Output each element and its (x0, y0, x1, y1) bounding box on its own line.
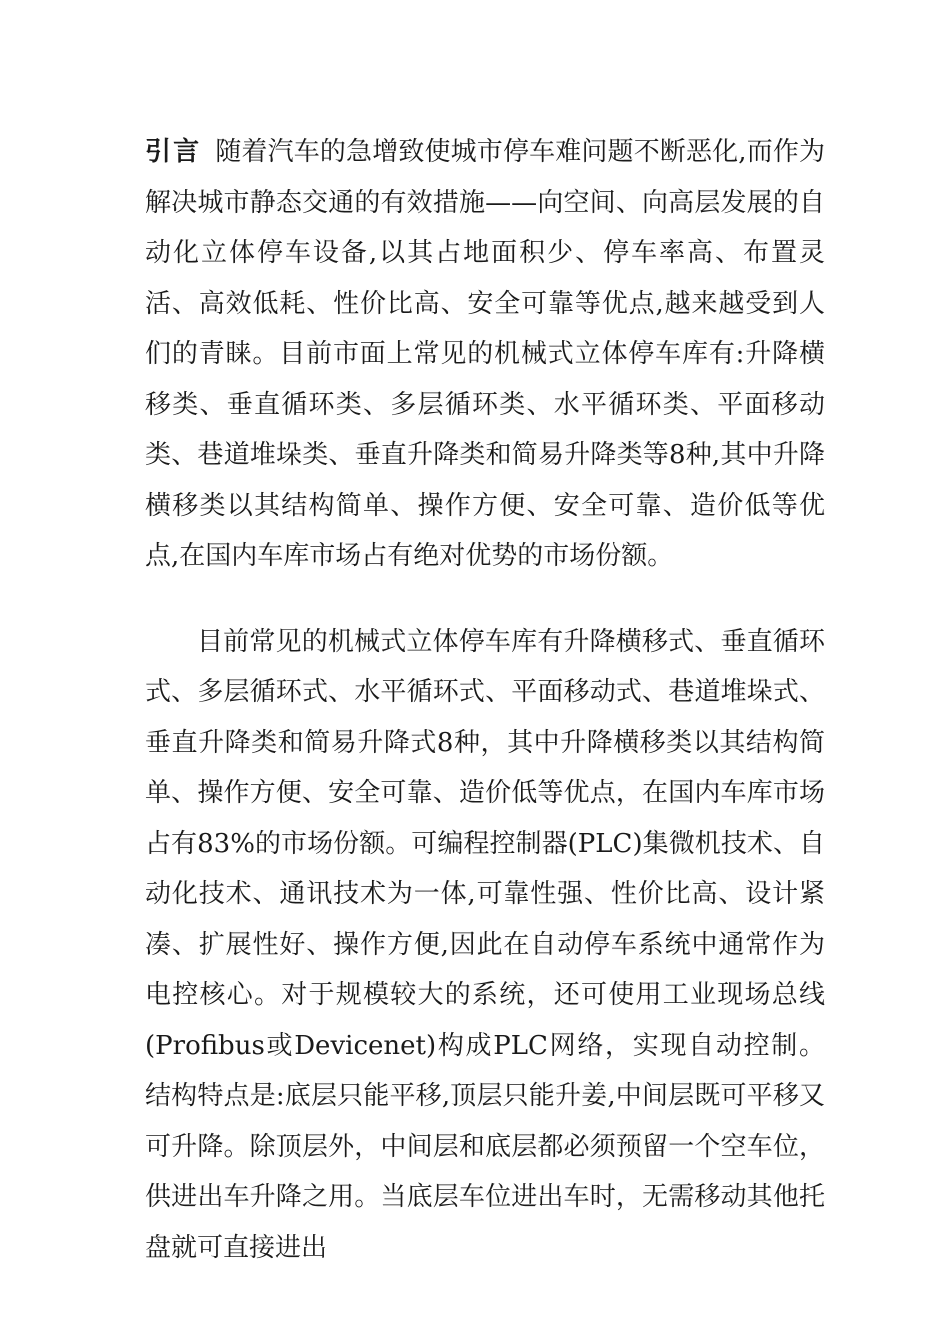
intro-paragraph (145, 127, 825, 582)
document-page (145, 127, 825, 1273)
intro-heading: 引言 (145, 137, 202, 167)
intro-text: 随着汽车的急增致使城市停车难问题不断恶化,而作为解决城市静态交通的有效措施——向空间、向高层发展的自动化立体停车设备,以其占地面积少、停车率高、布置灵活、高效低耗、性价比高、安全可靠等优点,越来越受到人们的青睐。目前市面上常见的机械式立体停车库有:升降横移类、垂直循环类、多层循环类、水平循环类、平面移动类、巷道堆垛类、垂直升降类和简易升降类等8种,其中升降横移类以其结构简单、操作方便、安全可靠、造价低等优点,在国内车库市场占有绝对优势的市场份额。 (145, 137, 825, 571)
body-text: 目前常见的机械式立体停车库有升降横移式、垂直循环式、多层循环式、水平循环式、平面移动式、巷道堆垛式、垂直升降类和简易升降式8种，其中升降横移类以其结构简单、操作方便、安全可靠、造价低等优点，在国内车库市场占有83%的市场份额。可编程控制器(PLC)集微机技术、自动化技术、通讯技术为一体,可靠性强、性价比高、设计紧凑、扩展性好、操作方便,因此在自动停车系统中通常作为电控核心。对于规模较大的系统，还可使用工业现场总线(Profibus或Devicenet)构成PLC网络，实现自动控制。结构特点是:底层只能平移,顶层只能升姜,中间层既可平移又可升降。除顶层外，中间层和底层都必须预留一个空车位，供进出车升降之用。当底层车位进出车时，无需移动其他托盘就可直接进出 (145, 626, 825, 1263)
body-paragraph (145, 617, 825, 1274)
